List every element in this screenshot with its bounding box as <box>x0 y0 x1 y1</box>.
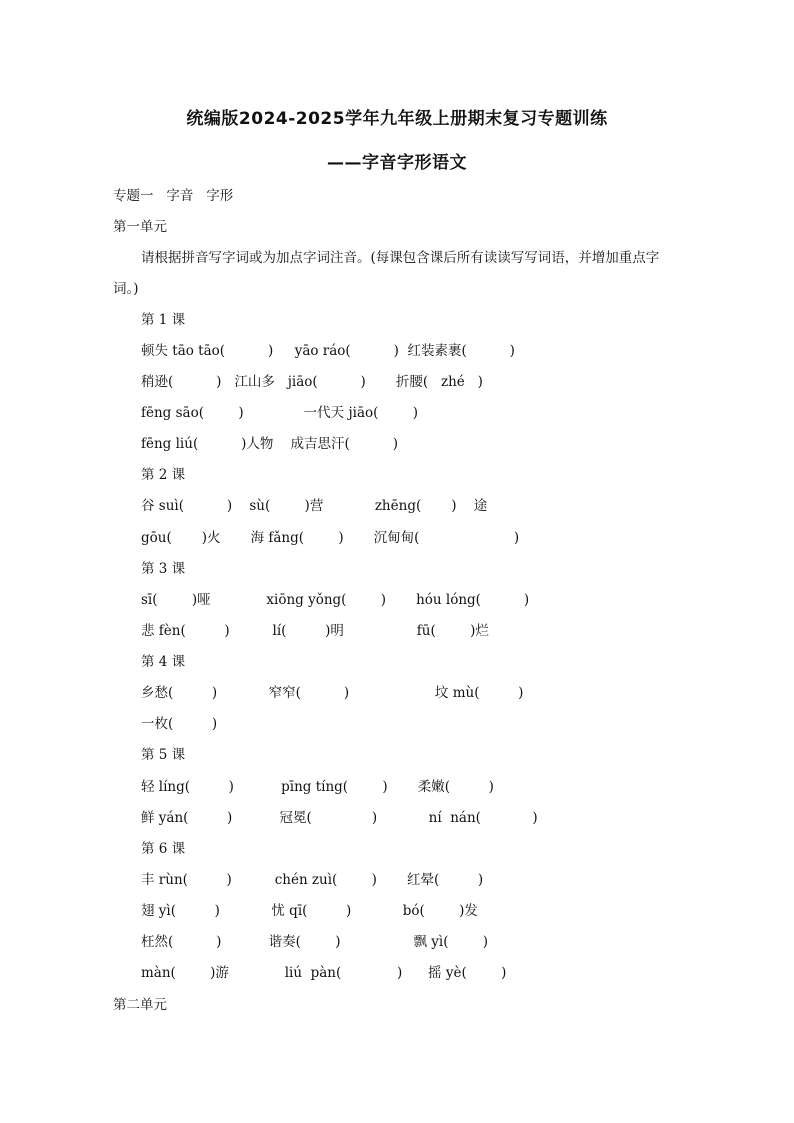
text-line: 第 4 课 <box>141 654 186 670</box>
text-line: 鲜 yán( ) 冠冕( ) ní nán( ) <box>141 810 538 826</box>
text-line: 顿失 tāo tāo( ) yāo ráo( ) 红装素裹( ) <box>141 343 515 359</box>
text-line: 第 1 课 <box>141 312 186 328</box>
document-subtitle: ——字音字形语文 <box>327 153 467 173</box>
text-line: màn( )游 liú pàn( ) 摇 yè( ) <box>141 965 507 981</box>
text-line: 悲 fèn( ) lí( )明 fū( )烂 <box>141 623 489 639</box>
text-line: 枉然( ) 谐奏( ) 飘 yì( ) <box>141 934 489 950</box>
text-line: gōu( )火 海 fǎng( ) 沉甸甸( ) <box>141 530 520 546</box>
text-line: 第二单元 <box>113 997 167 1013</box>
text-line: 第一单元 <box>113 219 167 235</box>
text-line: fēng sāo( ) 一代天 jiāo( ) <box>141 405 418 421</box>
text-line: 词。) <box>113 281 139 297</box>
text-line: 专题一 字音 字形 <box>113 188 234 204</box>
text-line: sī( )哑 xiōng yǒng( ) hóu lóng( ) <box>141 592 530 608</box>
text-line: 第 5 课 <box>141 747 186 763</box>
text-line: 第 6 课 <box>141 841 186 857</box>
text-line: 乡愁( ) 窄窄( ) 坟 mù( ) <box>141 685 524 701</box>
text-line: fēng liú( )人物 成吉思汗( ) <box>141 436 399 452</box>
text-line: 丰 rùn( ) chén zuì( ) 红晕( ) <box>141 872 484 888</box>
text-line: 谷 suì( ) sù( )营 zhēng( ) 途 <box>141 498 488 514</box>
text-line: 轻 líng( ) pīng tíng( ) 柔嫩( ) <box>141 779 494 795</box>
text-line: 一枚( ) <box>141 716 218 732</box>
document-title: 统编版2024-2025学年九年级上册期末复习专题训练 <box>186 109 608 129</box>
text-line: 第 3 课 <box>141 561 186 577</box>
text-line: 第 2 课 <box>141 467 186 483</box>
text-line: 稍逊( ) 江山多 jiāo( ) 折腰( zhé ) <box>141 374 483 390</box>
text-line: 翅 yì( ) 忧 qī( ) bó( )发 <box>141 903 478 919</box>
text-line: 请根据拼音写字词或为加点字词注音。(每课包含课后所有读读写写词语，并增加重点字 <box>141 250 660 266</box>
